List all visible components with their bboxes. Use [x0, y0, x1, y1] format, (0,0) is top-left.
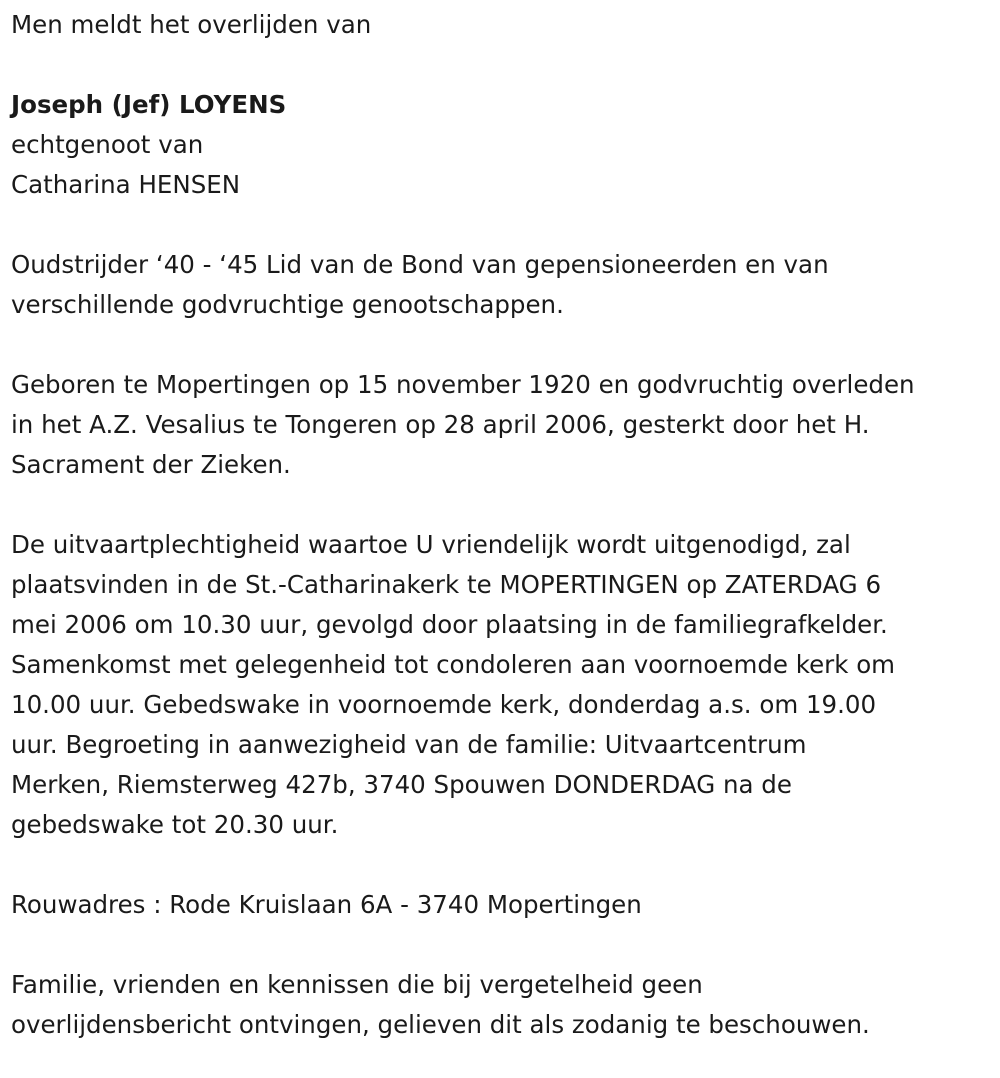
text-line: verschillende godvruchtige genootschappen. — [11, 290, 564, 319]
spouse-name: Catharina HENSEN — [11, 170, 241, 199]
text-line: Merken, Riemsterweg 427b, 3740 Spouwen DONDERDAG na de — [11, 770, 792, 799]
text-line: De uitvaartplechtigheid waartoe U vriendelijk wordt uitgenodigd, zal — [11, 530, 851, 559]
text-line: Familie, vrienden en kennissen die bij vergetelheid geen — [11, 970, 703, 999]
closing-paragraph — [11, 965, 985, 1045]
text-line: Sacrament der Zieken. — [11, 450, 291, 479]
text-line: gebedswake tot 20.30 uur. — [11, 810, 339, 839]
deceased-name: Joseph (Jef) LOYENS — [11, 90, 287, 119]
mourning-address-line: Rouwadres : Rode Kruislaan 6A - 3740 Mopertingen — [11, 890, 642, 919]
biography-paragraph — [11, 245, 985, 325]
deceased-block — [11, 85, 985, 205]
funeral-paragraph — [11, 525, 985, 845]
text-line: uur. Begroeting in aanwezigheid van de familie: Uitvaartcentrum — [11, 730, 807, 759]
text-line: Geboren te Mopertingen op 15 november 1920 en godvruchtig overleden — [11, 370, 915, 399]
birth-death-paragraph — [11, 365, 985, 485]
relation-text: echtgenoot van — [11, 130, 204, 159]
text-line: Oudstrijder ‘40 - ‘45 Lid van de Bond van gepensioneerden en van — [11, 250, 829, 279]
intro-text — [11, 5, 985, 45]
intro-line: Men meldt het overlijden van — [11, 10, 372, 39]
text-line: in het A.Z. Vesalius te Tongeren op 28 april 2006, gesterkt door het H. — [11, 410, 870, 439]
mourning-address — [11, 885, 985, 925]
text-line: 10.00 uur. Gebedswake in voornoemde kerk, donderdag a.s. om 19.00 — [11, 690, 877, 719]
text-line: Samenkomst met gelegenheid tot condoleren aan voornoemde kerk om — [11, 650, 896, 679]
text-line: plaatsvinden in de St.-Catharinakerk te MOPERTINGEN op ZATERDAG 6 — [11, 570, 882, 599]
text-line: overlijdensbericht ontvingen, gelieven dit als zodanig te beschouwen. — [11, 1010, 870, 1039]
text-line: mei 2006 om 10.30 uur, gevolgd door plaatsing in de familiegrafkelder. — [11, 610, 888, 639]
